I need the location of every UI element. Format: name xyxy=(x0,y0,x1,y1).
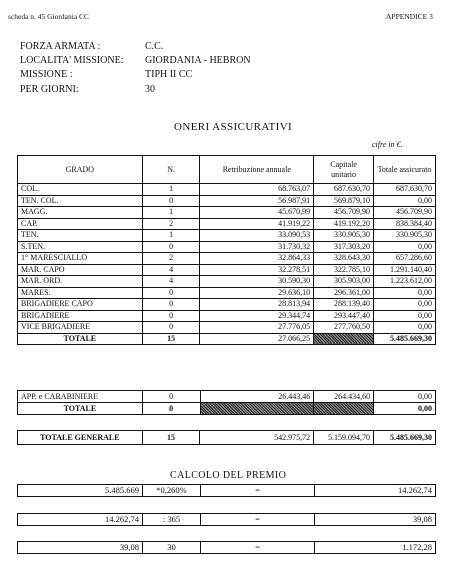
row-retr: 45.670,99 xyxy=(200,207,314,219)
row-cap: 687.630,70 xyxy=(314,184,374,196)
hatched-cell xyxy=(314,333,374,345)
oneri-title: ONERI ASSICURATIVI xyxy=(174,121,293,133)
row-cap: 296.361,00 xyxy=(314,287,374,299)
totale-label: TOTALE xyxy=(18,333,143,345)
row-n: 2 xyxy=(142,218,200,230)
row-cap: 305.903,00 xyxy=(314,276,374,288)
row-retr: 30.590,30 xyxy=(200,276,314,288)
row-grado: MAR. CAPO xyxy=(18,264,143,276)
calc-result: 1.172,28 xyxy=(402,542,432,552)
row-retr: 29.344,74 xyxy=(200,310,314,322)
row-n: 1 xyxy=(142,230,200,242)
row-cap: 328.643,30 xyxy=(314,253,374,265)
info-label: PER GIORNI: xyxy=(20,84,79,95)
row-grado: BRIGADIERE CAPO xyxy=(18,299,143,311)
app-table xyxy=(17,390,436,415)
generale-retr: 542.975,72 xyxy=(200,431,314,445)
table-row xyxy=(18,310,436,322)
calcolo-row xyxy=(17,513,436,526)
totale-label: TOTALE xyxy=(18,403,143,415)
generale-cap: 5.159.094,70 xyxy=(314,431,374,445)
row-retr: 31.730,32 xyxy=(200,241,314,253)
row-cap: 569.879,10 xyxy=(314,195,374,207)
row-grado: TEN. COL. xyxy=(18,195,143,207)
row-retr: 28.813,94 xyxy=(200,299,314,311)
row-tot: 0,00 xyxy=(374,287,436,299)
table-row xyxy=(18,287,436,299)
row-grado: COL. xyxy=(18,184,143,196)
row-tot: 838.384,40 xyxy=(374,218,436,230)
table-row xyxy=(18,184,436,196)
header-totale: Totale assicurato xyxy=(374,156,436,184)
calcolo-row xyxy=(17,484,436,497)
generale-table xyxy=(17,430,436,445)
table-row xyxy=(18,264,436,276)
table-row xyxy=(18,322,436,334)
row-cap: 277.760,50 xyxy=(314,322,374,334)
row-grado: VICE BRIGADIERE xyxy=(18,322,143,334)
calc-equals: = xyxy=(201,485,315,496)
oneri-table xyxy=(17,155,436,345)
appendice-label: APPENDICE 3 xyxy=(386,12,433,21)
row-n: 0 xyxy=(142,391,200,403)
row-n: 0 xyxy=(142,322,200,334)
row-tot: 456.709,90 xyxy=(374,207,436,219)
calc-equals: = xyxy=(201,514,315,525)
row-retr: 41.919,22 xyxy=(200,218,314,230)
calc-result: 14.262,74 xyxy=(398,485,432,495)
hatched-cell xyxy=(314,403,374,415)
row-retr: 33.090,53 xyxy=(200,230,314,242)
row-cap: 293.447,40 xyxy=(314,310,374,322)
table-row xyxy=(18,195,436,207)
row-tot: 0,00 xyxy=(374,322,436,334)
row-n: 0 xyxy=(142,299,200,311)
row-grado: S.TEN. xyxy=(18,241,143,253)
row-retr: 27.776,05 xyxy=(200,322,314,334)
row-tot: 1.223.612,00 xyxy=(374,276,436,288)
table-row xyxy=(18,207,436,219)
row-grado: BRIGADIERE xyxy=(18,310,143,322)
calc-operator: : 365 xyxy=(143,514,201,525)
scheda-label: scheda n. 45 Giordania CC xyxy=(8,12,90,21)
row-n: 1 xyxy=(142,207,200,219)
hatched-cell xyxy=(200,403,314,415)
row-cap: 264.434,60 xyxy=(314,391,374,403)
calc-operator: 30 xyxy=(143,542,201,553)
info-value: C.C. xyxy=(145,41,164,52)
row-tot: 687.630,70 xyxy=(374,184,436,196)
row-tot: 330.905,30 xyxy=(374,230,436,242)
row-retr: 32.278,51 xyxy=(200,264,314,276)
row-n: 2 xyxy=(142,253,200,265)
row-grado: MAR. ORD. xyxy=(18,276,143,288)
row-n: 1 xyxy=(142,184,200,196)
row-retr: 68.763,07 xyxy=(200,184,314,196)
row-retr: 32.864,33 xyxy=(200,253,314,265)
header-retribuzione: Retribuzione annuale xyxy=(200,156,314,184)
info-value: 30 xyxy=(145,84,155,95)
table-row xyxy=(18,218,436,230)
row-cap: 322.785,10 xyxy=(314,264,374,276)
row-cap: 456.709,90 xyxy=(314,207,374,219)
cifre-note: cifre in €. xyxy=(372,140,403,149)
table-row xyxy=(18,253,436,265)
generale-tot: 5.485.669,30 xyxy=(374,431,436,445)
calc-result: 39,08 xyxy=(412,514,432,524)
row-n: 4 xyxy=(142,276,200,288)
totale-tot: 5.485.669,30 xyxy=(374,333,436,345)
row-tot: 0,00 xyxy=(374,195,436,207)
calc-value: 14.262,74 xyxy=(18,514,143,525)
row-tot: 1.291.140,40 xyxy=(374,264,436,276)
header-capitale: Capitale unitario xyxy=(314,156,374,184)
row-grado: MARES. xyxy=(18,287,143,299)
row-tot: 657.286,60 xyxy=(374,253,436,265)
row-retr: 26.443,46 xyxy=(200,391,314,403)
totale-row xyxy=(18,403,436,415)
row-tot: 0,00 xyxy=(374,241,436,253)
row-grado: TEN. xyxy=(18,230,143,242)
table-row xyxy=(18,241,436,253)
row-n: 0 xyxy=(142,241,200,253)
calc-value: 39,08 xyxy=(18,542,143,553)
row-cap: 419.192,20 xyxy=(314,218,374,230)
table-row xyxy=(18,276,436,288)
calcolo-title: CALCOLO DEL PREMIO xyxy=(170,470,287,481)
calc-value: 5.485.669 xyxy=(18,485,143,496)
calc-equals: = xyxy=(201,542,315,553)
row-cap: 288.139,40 xyxy=(314,299,374,311)
info-value: GIORDANIA - HEBRON xyxy=(145,55,251,66)
info-label: MISSIONE : xyxy=(20,69,73,80)
row-tot: 0,00 xyxy=(374,391,436,403)
row-retr: 29.636,10 xyxy=(200,287,314,299)
row-n: 4 xyxy=(142,264,200,276)
totale-retr: 27.066,25 xyxy=(200,333,314,345)
row-tot: 0,00 xyxy=(374,310,436,322)
totale-tot: 0,00 xyxy=(374,403,436,415)
row-tot: 0,00 xyxy=(374,299,436,311)
generale-label: TOTALE GENERALE xyxy=(18,431,143,445)
table-body xyxy=(18,184,436,334)
info-label: LOCALITA' MISSIONE: xyxy=(20,55,124,66)
table-header-row xyxy=(18,156,436,184)
row-grado: APP. e CARABINIERE xyxy=(18,391,143,403)
row-n: 0 xyxy=(142,310,200,322)
table-row xyxy=(18,299,436,311)
totale-row xyxy=(18,333,436,345)
totale-n: 0 xyxy=(142,403,200,415)
row-cap: 330.905,30 xyxy=(314,230,374,242)
generale-n: 15 xyxy=(142,431,200,445)
row-grado: MAGG. xyxy=(18,207,143,219)
table-row xyxy=(18,391,436,403)
generale-row xyxy=(18,431,436,445)
row-cap: 317.303,20 xyxy=(314,241,374,253)
row-retr: 56.987,91 xyxy=(200,195,314,207)
table-row xyxy=(18,230,436,242)
calc-operator: *0,260% xyxy=(143,485,201,496)
header-grado: GRADO xyxy=(18,156,143,184)
row-n: 0 xyxy=(142,287,200,299)
row-grado: 1° MARESCIALLO xyxy=(18,253,143,265)
info-value: TIPH II CC xyxy=(145,69,193,80)
calcolo-row xyxy=(17,541,436,554)
info-label: FORZA ARMATA : xyxy=(20,41,101,52)
row-n: 0 xyxy=(142,195,200,207)
header-n: N. xyxy=(142,156,200,184)
row-grado: CAP. xyxy=(18,218,143,230)
totale-n: 15 xyxy=(142,333,200,345)
